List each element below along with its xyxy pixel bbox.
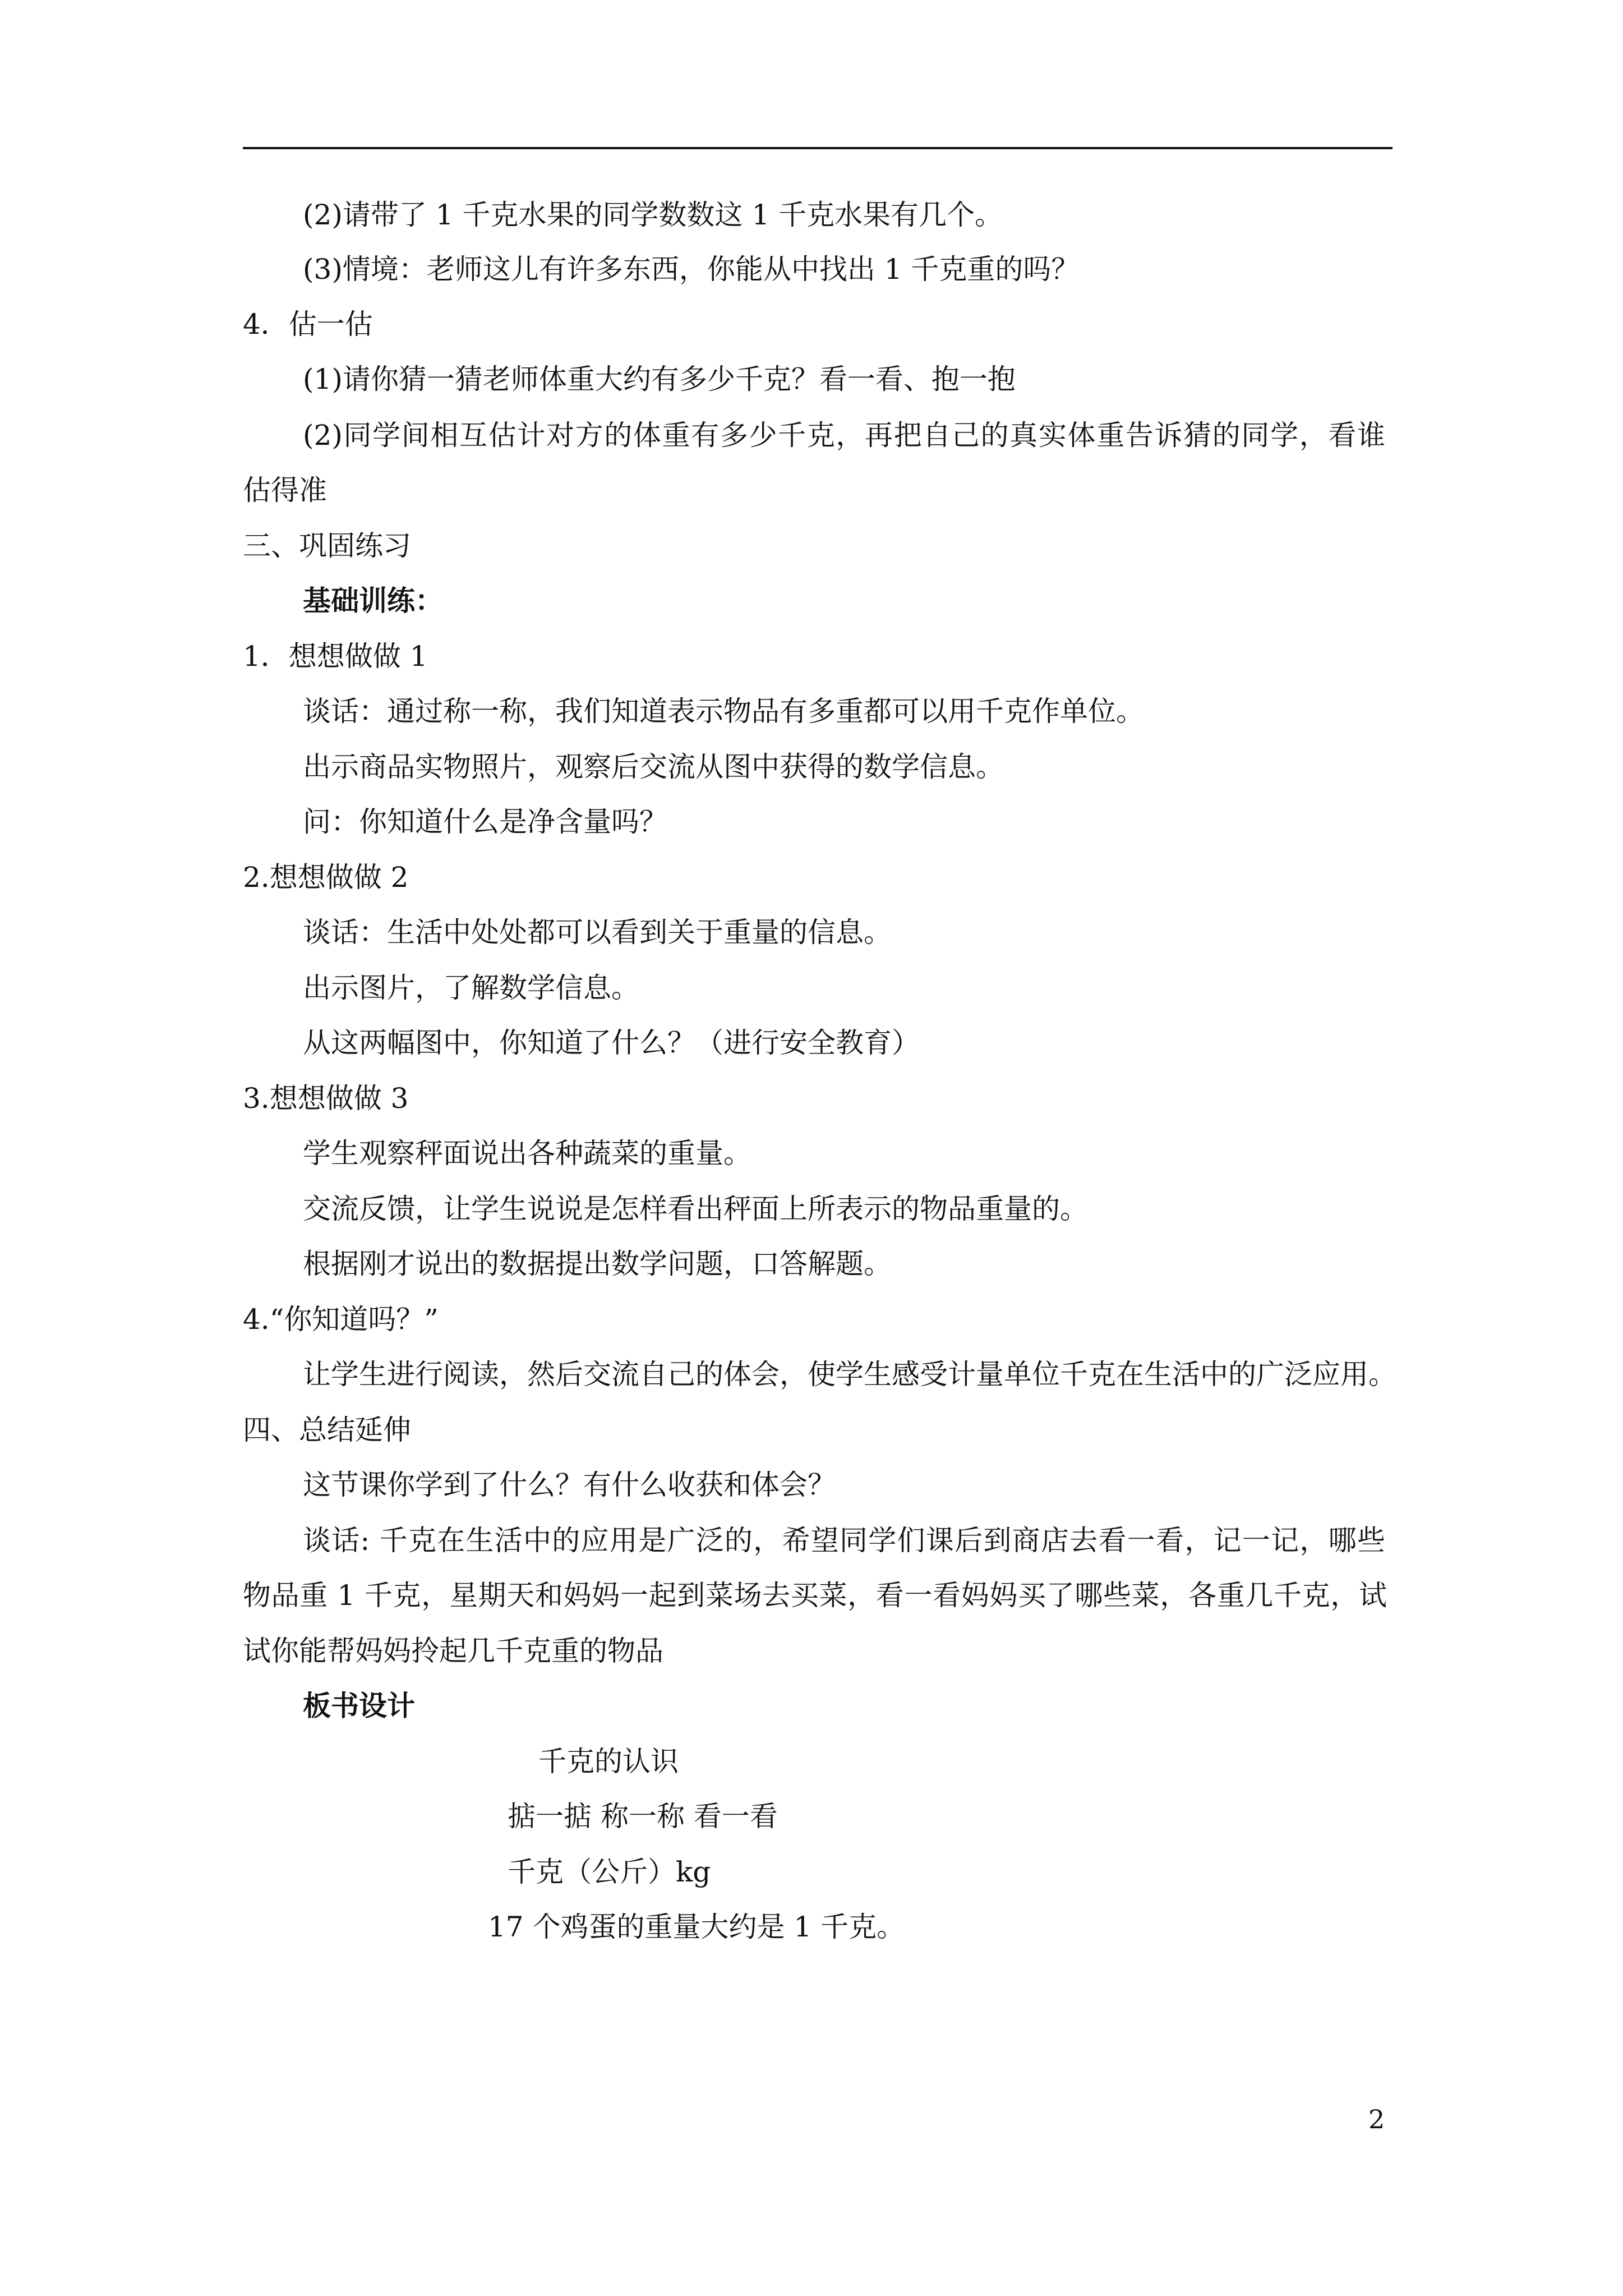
text-line: 从这两幅图中，你知道了什么？（进行安全教育） — [303, 1027, 920, 1059]
page-number: 2 — [1368, 2104, 1385, 2134]
subsection-heading: 板书设计 — [303, 1689, 415, 1722]
item-heading: 4.“你知道吗？” — [243, 1303, 439, 1336]
item-heading: 3.想想做做 3 — [243, 1082, 409, 1115]
header-rule — [243, 147, 1393, 149]
section-heading: 四、总结延伸 — [243, 1414, 411, 1446]
item-heading: 2.想想做做 2 — [243, 861, 409, 894]
section-heading: 4．估一估 — [243, 308, 373, 341]
text-line: 谈话：生活中处处都可以看到关于重量的信息。 — [303, 916, 892, 949]
text-line: 出示图片，了解数学信息。 — [303, 972, 639, 1004]
text-line: 出示商品实物照片，观察后交流从图中获得的数学信息。 — [303, 751, 1004, 783]
section-heading: 三、巩固练习 — [243, 530, 411, 562]
text-line: 试你能帮妈妈拎起几千克重的物品 — [243, 1635, 663, 1667]
text-line: 问：你知道什么是净含量吗？ — [303, 806, 667, 838]
board-line: 17 个鸡蛋的重量大约是 1 千克。 — [488, 1911, 905, 1943]
text-line: 估得准 — [243, 474, 327, 507]
text-line: (2)请带了 1 千克水果的同学数数这 1 千克水果有几个。 — [303, 199, 1003, 231]
text-line: 学生观察秤面说出各种蔬菜的重量。 — [303, 1137, 751, 1170]
text-line: 谈话: 千克在生活中的应用是广泛的，希望同学们课后到商店去看一看，记一记，哪些 — [303, 1524, 1385, 1557]
text-line: 让学生进行阅读，然后交流自己的体会，使学生感受计量单位千克在生活中的广泛应用。 — [303, 1358, 1396, 1391]
board-line: 千克（公斤）kg — [508, 1856, 711, 1888]
text-line: 谈话：通过称一称，我们知道表示物品有多重都可以用千克作单位。 — [303, 695, 1144, 728]
board-title: 千克的认识 — [538, 1745, 679, 1778]
board-line: 掂一掂 称一称 看一看 — [508, 1800, 778, 1833]
text-line: 交流反馈，让学生说说是怎样看出秤面上所表示的物品重量的。 — [303, 1193, 1088, 1225]
text-line: (3)情境：老师这儿有许多东西，你能从中找出 1 千克重的吗？ — [303, 253, 1080, 286]
subsection-heading: 基础训练： — [303, 584, 443, 617]
text-line: (1)请你猜一猜老师体重大约有多少千克？看一看、抱一抱 — [303, 363, 1016, 395]
text-line: 根据刚才说出的数据提出数学问题，口答解题。 — [303, 1248, 892, 1280]
text-line: 物品重 1 千克，星期天和妈妈一起到菜场去买菜，看一看妈妈买了哪些菜，各重几千克，试 — [243, 1579, 1387, 1612]
item-heading: 1．想想做做 1 — [243, 640, 428, 673]
text-line: 这节课你学到了什么？有什么收获和体会？ — [303, 1469, 836, 1501]
text-line: (2)同学间相互估计对方的体重有多少千克，再把自己的真实体重告诉猜的同学，看谁 — [303, 419, 1385, 452]
